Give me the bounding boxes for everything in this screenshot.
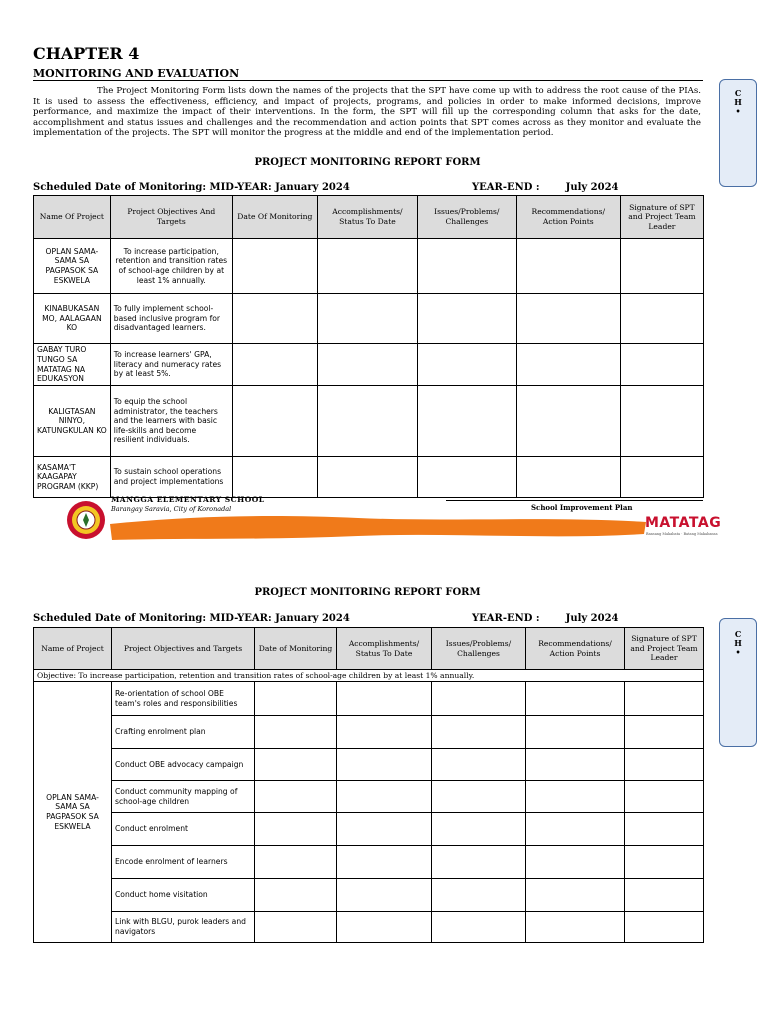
accomplishment-cell[interactable]: [337, 879, 432, 912]
accomplishment-cell[interactable]: [337, 749, 432, 781]
objective-row: Objective: To increase participation, retention and transition rates of school-age children by at least 1% annually.: [34, 670, 704, 682]
year-end-label: [472, 182, 619, 193]
side-tab-letter-c: C: [734, 629, 742, 639]
table-row: [34, 344, 704, 386]
date-cell[interactable]: [232, 239, 317, 294]
issues-cell[interactable]: [417, 457, 516, 498]
accomplishment-cell[interactable]: [317, 386, 417, 457]
table-row: [34, 879, 704, 912]
signature-cell[interactable]: [625, 879, 704, 912]
schedule-label: Scheduled Date of Monitoring: MID-YEAR: January 2024: [33, 182, 350, 193]
recommendation-cell[interactable]: [526, 879, 625, 912]
date-cell[interactable]: [255, 912, 337, 943]
project-objective: To increase participation, retention and transition rates of school-age children by at least 1% annually.: [110, 239, 232, 294]
activity-cell: Crafting enrolment plan: [112, 716, 255, 749]
matatag-logo: MATATAG: [645, 515, 722, 531]
recommendation-cell[interactable]: [516, 386, 620, 457]
section-title: MONITORING AND EVALUATION: [33, 67, 240, 80]
recommendation-cell[interactable]: [526, 912, 625, 943]
table-row: [34, 682, 704, 716]
year-end-label-2: [472, 613, 619, 624]
project-objective: To equip the school administrator, the teachers and the learners with basic life-skills and become resilient individuals.: [110, 386, 232, 457]
signature-cell[interactable]: [620, 344, 703, 386]
signature-cell[interactable]: [625, 682, 704, 716]
project-monitoring-table: [33, 195, 704, 498]
signature-cell[interactable]: [620, 239, 703, 294]
activity-cell: Re-orientation of school OBE team's roles and responsibilities: [112, 682, 255, 716]
schedule-label-2: Scheduled Date of Monitoring: MID-YEAR: January 2024: [33, 613, 350, 624]
accomplishment-cell[interactable]: [317, 294, 417, 344]
year-end-caption: YEAR-END :: [472, 182, 540, 193]
header-rule: [33, 80, 703, 81]
date-cell[interactable]: [232, 457, 317, 498]
accomplishment-cell[interactable]: [337, 716, 432, 749]
recommendation-cell[interactable]: [526, 749, 625, 781]
issues-cell[interactable]: [417, 344, 516, 386]
col-header-issues: Issues/Problems/ Challenges: [417, 196, 516, 239]
side-tab-letter-c: C: [734, 88, 742, 98]
accomplishment-cell[interactable]: [337, 781, 432, 813]
signature-cell[interactable]: [620, 457, 703, 498]
side-tab-letter-h: H: [734, 638, 742, 648]
project-name: GABAY TURO TUNGO SA MATATAG NA EDUKASYON: [34, 344, 111, 386]
activity-cell: Conduct home visitation: [112, 879, 255, 912]
table-row: [34, 846, 704, 879]
date-cell[interactable]: [232, 294, 317, 344]
recommendation-cell[interactable]: [526, 682, 625, 716]
accomplishment-cell[interactable]: [337, 813, 432, 846]
date-cell[interactable]: [255, 716, 337, 749]
activity-cell: Link with BLGU, purok leaders and navigators: [112, 912, 255, 943]
col-header-recommendations: Recommendations/ Action Points: [526, 628, 625, 670]
signature-cell[interactable]: [620, 294, 703, 344]
project-objective: To fully implement school-based inclusive program for disadvantaged learners.: [110, 294, 232, 344]
date-cell[interactable]: [232, 386, 317, 457]
recommendation-cell[interactable]: [526, 846, 625, 879]
date-cell[interactable]: [255, 813, 337, 846]
recommendation-cell[interactable]: [526, 781, 625, 813]
accomplishment-cell[interactable]: [317, 344, 417, 386]
col-header-accomplishments: Accomplishments/ Status To Date: [337, 628, 432, 670]
accomplishment-cell[interactable]: [337, 912, 432, 943]
accomplishment-cell[interactable]: [317, 457, 417, 498]
side-tab-letter-h: H: [734, 97, 742, 107]
col-header-name: Name Of Project: [34, 196, 111, 239]
signature-cell[interactable]: [620, 386, 703, 457]
activity-cell: Conduct OBE advocacy campaign: [112, 749, 255, 781]
form-title: PROJECT MONITORING REPORT FORM: [254, 157, 481, 168]
col-header-issues: Issues/Problems/ Challenges: [432, 628, 526, 670]
project-name: OPLAN SAMA-SAMA SA PAGPASOK SA ESKWELA: [34, 239, 111, 294]
signature-cell[interactable]: [625, 846, 704, 879]
issues-cell[interactable]: [432, 716, 526, 749]
col-header-objectives: Project Objectives and Targets: [112, 628, 255, 670]
chapter-side-tab[interactable]: [719, 79, 757, 187]
table-row: [34, 239, 704, 294]
matatag-tagline: Bansang Makabata · Batang Makabansa: [646, 532, 718, 536]
intro-text: The Project Monitoring Form lists down the names of the projects that the SPT have come up with to address the root cause of the PIAs. It is used to assess the effectiveness, efficiency, and impact of projects, programs, and policies in order to make informed decisions, improve performance, and maximize the impact of their interventions. In the form, the SPT will fill up the corresponding column that asks for the date, accomplishment and status issues and challenges and the recommendation and action points that SPT comes across as they monitor and evaluate the implementation of the projects. The SPT will monitor the progress at the middle and end of the implementation period.: [33, 86, 701, 139]
table-row: [34, 781, 704, 813]
project-objective: To sustain school operations and project implementations: [110, 457, 232, 498]
table-row: [34, 912, 704, 943]
date-cell[interactable]: [255, 781, 337, 813]
table-row: [34, 294, 704, 344]
signature-cell[interactable]: [625, 749, 704, 781]
accomplishment-cell[interactable]: [337, 682, 432, 716]
issues-cell[interactable]: [432, 781, 526, 813]
activity-cell: Conduct enrolment: [112, 813, 255, 846]
col-header-signature: Signature of SPT and Project Team Leader: [620, 196, 703, 239]
issues-cell[interactable]: [432, 682, 526, 716]
issues-cell[interactable]: [432, 813, 526, 846]
date-cell[interactable]: [255, 749, 337, 781]
activity-cell: Conduct community mapping of school-age children: [112, 781, 255, 813]
signature-cell[interactable]: [625, 912, 704, 943]
table-row: [34, 749, 704, 781]
form-title-2: PROJECT MONITORING REPORT FORM: [254, 587, 481, 598]
school-name: MANGGA ELEMENTARY SCHOOL: [111, 495, 265, 504]
year-end-value: July 2024: [565, 613, 619, 624]
issues-cell[interactable]: [432, 879, 526, 912]
project-name: KINABUKASAN MO, AALAGAAN KO: [34, 294, 111, 344]
recommendation-cell[interactable]: [526, 813, 625, 846]
side-tab-dot: •: [735, 647, 741, 657]
orange-brush-stroke: [108, 510, 648, 544]
date-cell[interactable]: [255, 682, 337, 716]
col-header-name: Name of Project: [34, 628, 112, 670]
col-header-date: Date Of Monitoring: [232, 196, 317, 239]
year-end-value: July 2024: [565, 182, 619, 193]
table-row: [34, 457, 704, 498]
table-row: [34, 813, 704, 846]
date-cell[interactable]: [255, 846, 337, 879]
signature-cell[interactable]: [625, 813, 704, 846]
project-name: OPLAN SAMA-SAMA SA PAGPASOK SA ESKWELA: [34, 682, 112, 943]
school-improvement-plan-label: School Improvement Plan: [531, 503, 633, 512]
school-seal-icon: [66, 500, 106, 540]
date-cell[interactable]: [255, 879, 337, 912]
project-name: KALIGTASAN NINYO, KATUNGKULAN KO: [34, 386, 111, 457]
col-header-date: Date of Monitoring: [255, 628, 337, 670]
issues-cell[interactable]: [432, 912, 526, 943]
issues-cell[interactable]: [432, 846, 526, 879]
recommendation-cell[interactable]: [526, 716, 625, 749]
accomplishment-cell[interactable]: [317, 239, 417, 294]
table-row: [34, 386, 704, 457]
intro-paragraph: [33, 86, 701, 139]
date-cell[interactable]: [232, 344, 317, 386]
chapter-side-tab-2[interactable]: [719, 618, 757, 747]
recommendation-cell[interactable]: [516, 294, 620, 344]
school-address: Barangay Saravia, City of Koronadal: [111, 505, 232, 513]
col-header-recommendations: Recommendations/ Action Points: [516, 196, 620, 239]
issues-cell[interactable]: [417, 386, 516, 457]
project-name: KASAMA'T KAAGAPAY PROGRAM (KKP): [34, 457, 111, 498]
recommendation-cell[interactable]: [516, 457, 620, 498]
col-header-signature: Signature of SPT and Project Team Leader: [625, 628, 704, 670]
activity-monitoring-table: [33, 627, 704, 943]
table-row: [34, 716, 704, 749]
issues-cell[interactable]: [417, 294, 516, 344]
issues-cell[interactable]: [417, 239, 516, 294]
issues-cell[interactable]: [432, 749, 526, 781]
signature-cell[interactable]: [625, 716, 704, 749]
footer-rule: [446, 500, 703, 501]
chapter-heading: CHAPTER 4: [33, 44, 140, 63]
signature-cell[interactable]: [625, 781, 704, 813]
project-objective: To increase learners' GPA, literacy and numeracy rates by at least 5%.: [110, 344, 232, 386]
side-tab-dot: •: [735, 106, 741, 116]
accomplishment-cell[interactable]: [337, 846, 432, 879]
activity-cell: Encode enrolment of learners: [112, 846, 255, 879]
year-end-caption: YEAR-END :: [472, 613, 540, 624]
col-header-accomplishments: Accomplishments/ Status To Date: [317, 196, 417, 239]
col-header-objectives: Project Objectives And Targets: [110, 196, 232, 239]
recommendation-cell[interactable]: [516, 239, 620, 294]
recommendation-cell[interactable]: [516, 344, 620, 386]
